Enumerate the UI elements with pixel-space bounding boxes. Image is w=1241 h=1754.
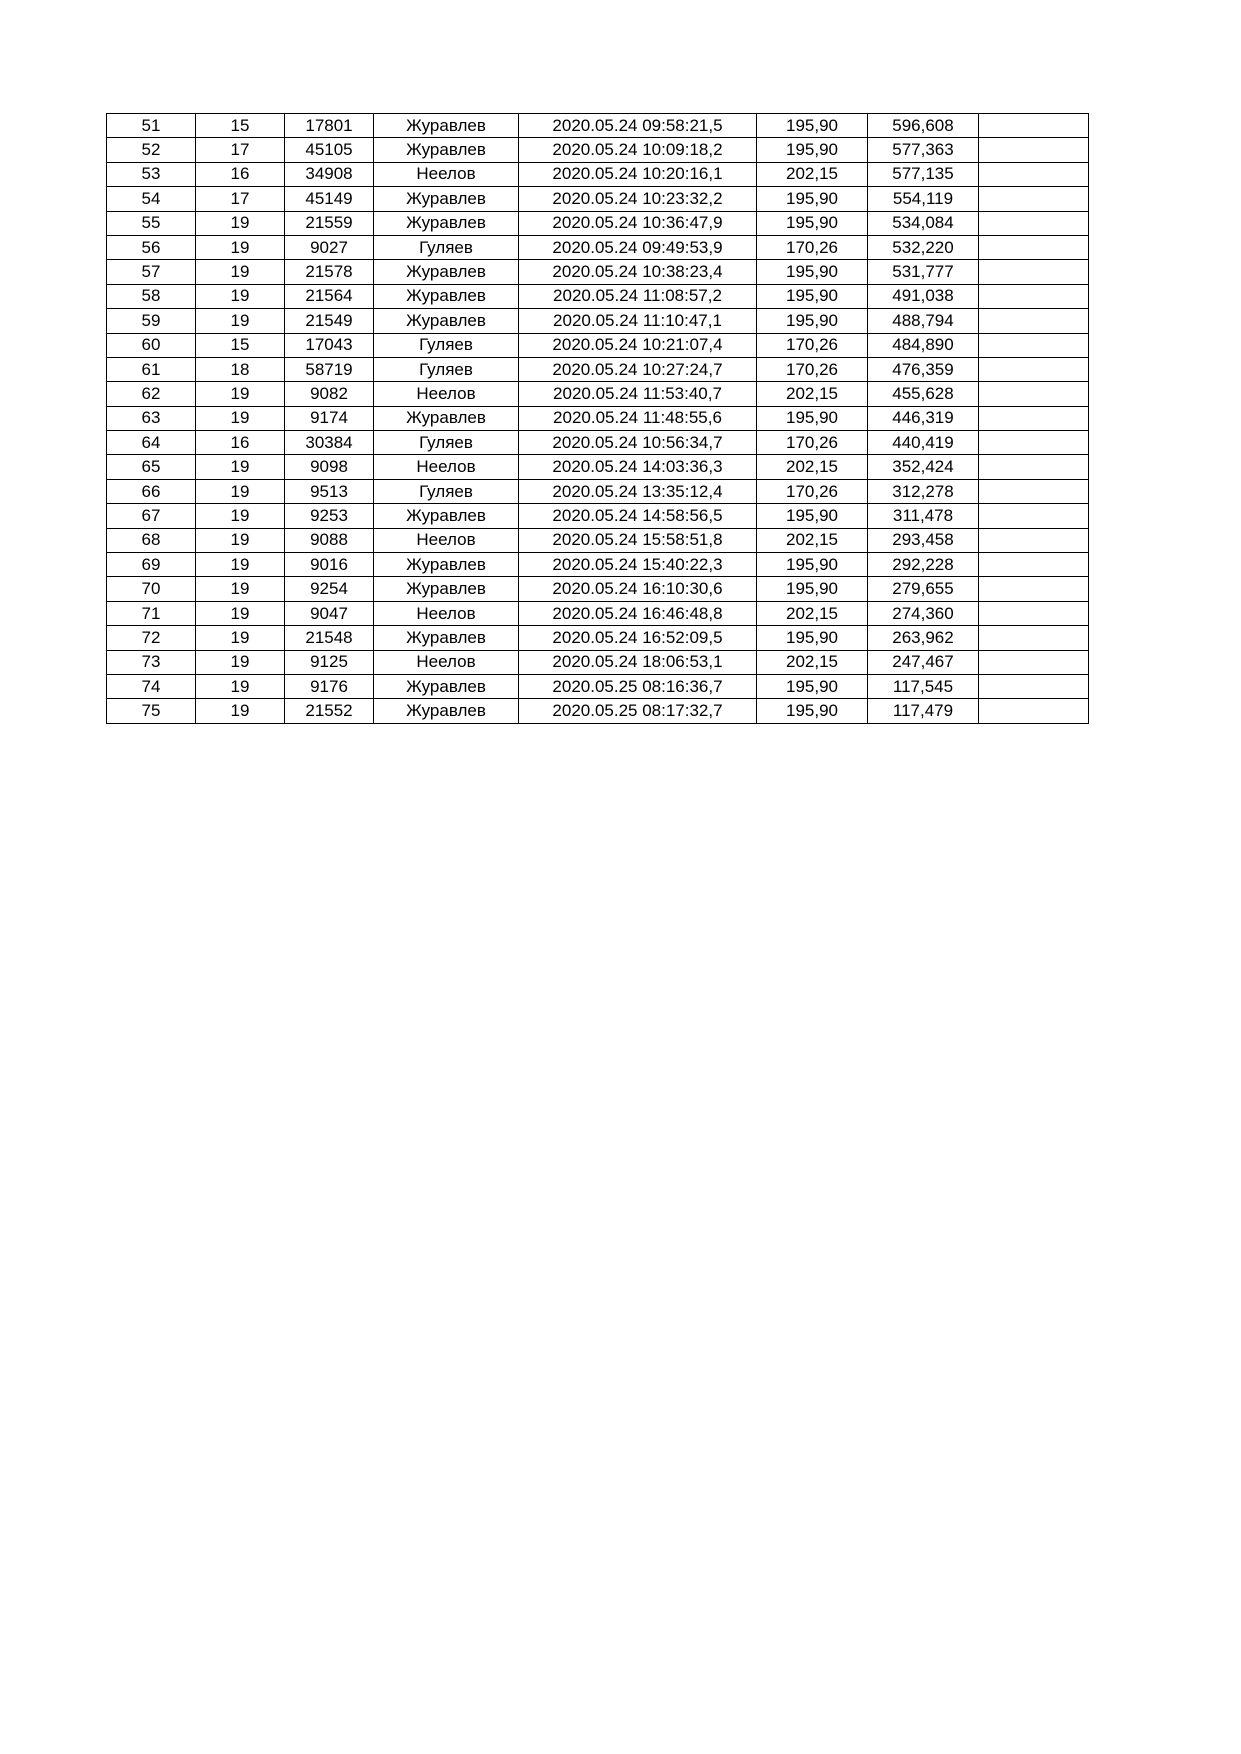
cell-position: 58	[107, 284, 196, 308]
table-row	[107, 553, 1089, 577]
cell-position: 63	[107, 406, 196, 430]
cell-arrival-time: 2020.05.25 08:16:36,7	[519, 674, 757, 698]
table-row	[107, 382, 1089, 406]
cell-group: 19	[196, 235, 285, 259]
cell-group: 19	[196, 455, 285, 479]
cell-speed: 446,319	[868, 406, 979, 430]
table-row	[107, 260, 1089, 284]
table-row	[107, 577, 1089, 601]
table-row	[107, 601, 1089, 625]
table-row	[107, 309, 1089, 333]
cell-arrival-time: 2020.05.24 11:08:57,2	[519, 284, 757, 308]
cell-speed: 491,038	[868, 284, 979, 308]
cell-arrival-time: 2020.05.24 11:48:55,6	[519, 406, 757, 430]
cell-position: 75	[107, 699, 196, 723]
cell-fancier-name: Журавлев	[374, 577, 519, 601]
cell-arrival-time: 2020.05.24 14:58:56,5	[519, 504, 757, 528]
cell-speed: 577,363	[868, 138, 979, 162]
cell-arrival-time: 2020.05.24 11:53:40,7	[519, 382, 757, 406]
cell-speed: 312,278	[868, 479, 979, 503]
cell-ring-number: 21549	[285, 309, 374, 333]
cell-distance: 202,15	[757, 601, 868, 625]
cell-group: 19	[196, 479, 285, 503]
table-row	[107, 114, 1089, 138]
cell-speed: 534,084	[868, 211, 979, 235]
cell-distance: 195,90	[757, 674, 868, 698]
cell-ring-number: 21559	[285, 211, 374, 235]
cell-position: 72	[107, 626, 196, 650]
cell-fancier-name: Журавлев	[374, 309, 519, 333]
cell-ring-number: 9253	[285, 504, 374, 528]
cell-speed: 263,962	[868, 626, 979, 650]
cell-arrival-time: 2020.05.24 15:58:51,8	[519, 528, 757, 552]
cell-fancier-name: Неелов	[374, 601, 519, 625]
cell-position: 52	[107, 138, 196, 162]
cell-note	[979, 650, 1089, 674]
cell-arrival-time: 2020.05.25 08:17:32,7	[519, 699, 757, 723]
table-row	[107, 674, 1089, 698]
table-row	[107, 406, 1089, 430]
cell-ring-number: 9513	[285, 479, 374, 503]
table-row	[107, 626, 1089, 650]
cell-speed: 117,545	[868, 674, 979, 698]
cell-note	[979, 187, 1089, 211]
cell-arrival-time: 2020.05.24 10:36:47,9	[519, 211, 757, 235]
cell-distance: 195,90	[757, 138, 868, 162]
cell-position: 61	[107, 357, 196, 381]
cell-note	[979, 455, 1089, 479]
cell-ring-number: 21564	[285, 284, 374, 308]
cell-group: 19	[196, 309, 285, 333]
cell-speed: 352,424	[868, 455, 979, 479]
cell-ring-number: 21552	[285, 699, 374, 723]
cell-distance: 202,15	[757, 528, 868, 552]
cell-position: 69	[107, 553, 196, 577]
cell-position: 68	[107, 528, 196, 552]
cell-note	[979, 601, 1089, 625]
cell-speed: 596,608	[868, 114, 979, 138]
cell-distance: 170,26	[757, 479, 868, 503]
cell-speed: 117,479	[868, 699, 979, 723]
cell-arrival-time: 2020.05.24 18:06:53,1	[519, 650, 757, 674]
cell-arrival-time: 2020.05.24 16:46:48,8	[519, 601, 757, 625]
cell-distance: 195,90	[757, 553, 868, 577]
cell-fancier-name: Журавлев	[374, 406, 519, 430]
cell-ring-number: 34908	[285, 162, 374, 186]
cell-note	[979, 577, 1089, 601]
cell-fancier-name: Журавлев	[374, 187, 519, 211]
cell-ring-number: 9047	[285, 601, 374, 625]
cell-arrival-time: 2020.05.24 09:49:53,9	[519, 235, 757, 259]
cell-position: 73	[107, 650, 196, 674]
cell-group: 19	[196, 260, 285, 284]
results-table	[106, 113, 1089, 724]
cell-speed: 293,458	[868, 528, 979, 552]
cell-note	[979, 162, 1089, 186]
cell-note	[979, 138, 1089, 162]
cell-group: 16	[196, 162, 285, 186]
cell-group: 15	[196, 114, 285, 138]
cell-position: 67	[107, 504, 196, 528]
cell-speed: 484,890	[868, 333, 979, 357]
cell-ring-number: 45149	[285, 187, 374, 211]
cell-fancier-name: Гуляев	[374, 479, 519, 503]
cell-arrival-time: 2020.05.24 16:52:09,5	[519, 626, 757, 650]
cell-group: 19	[196, 553, 285, 577]
cell-distance: 195,90	[757, 406, 868, 430]
table-row	[107, 504, 1089, 528]
cell-distance: 195,90	[757, 699, 868, 723]
cell-group: 19	[196, 382, 285, 406]
cell-note	[979, 553, 1089, 577]
cell-ring-number: 58719	[285, 357, 374, 381]
cell-fancier-name: Неелов	[374, 455, 519, 479]
cell-position: 59	[107, 309, 196, 333]
cell-note	[979, 431, 1089, 455]
cell-ring-number: 21578	[285, 260, 374, 284]
cell-group: 19	[196, 601, 285, 625]
cell-position: 54	[107, 187, 196, 211]
cell-distance: 170,26	[757, 357, 868, 381]
cell-group: 16	[196, 431, 285, 455]
cell-ring-number: 9098	[285, 455, 374, 479]
table-row	[107, 211, 1089, 235]
table-row	[107, 284, 1089, 308]
cell-distance: 195,90	[757, 577, 868, 601]
cell-fancier-name: Журавлев	[374, 699, 519, 723]
cell-distance: 170,26	[757, 431, 868, 455]
cell-ring-number: 9254	[285, 577, 374, 601]
cell-arrival-time: 2020.05.24 09:58:21,5	[519, 114, 757, 138]
cell-fancier-name: Гуляев	[374, 357, 519, 381]
cell-ring-number: 9088	[285, 528, 374, 552]
table-row	[107, 479, 1089, 503]
cell-note	[979, 674, 1089, 698]
cell-group: 17	[196, 138, 285, 162]
cell-note	[979, 333, 1089, 357]
cell-fancier-name: Журавлев	[374, 674, 519, 698]
cell-fancier-name: Журавлев	[374, 504, 519, 528]
cell-arrival-time: 2020.05.24 13:35:12,4	[519, 479, 757, 503]
table-row	[107, 187, 1089, 211]
cell-note	[979, 382, 1089, 406]
cell-ring-number: 9027	[285, 235, 374, 259]
cell-speed: 476,359	[868, 357, 979, 381]
cell-distance: 195,90	[757, 626, 868, 650]
cell-distance: 202,15	[757, 162, 868, 186]
cell-arrival-time: 2020.05.24 10:23:32,2	[519, 187, 757, 211]
cell-ring-number: 9016	[285, 553, 374, 577]
cell-position: 64	[107, 431, 196, 455]
cell-fancier-name: Неелов	[374, 162, 519, 186]
cell-note	[979, 309, 1089, 333]
cell-note	[979, 699, 1089, 723]
cell-arrival-time: 2020.05.24 10:38:23,4	[519, 260, 757, 284]
table-row	[107, 699, 1089, 723]
cell-note	[979, 211, 1089, 235]
cell-distance: 170,26	[757, 333, 868, 357]
cell-position: 70	[107, 577, 196, 601]
cell-fancier-name: Неелов	[374, 528, 519, 552]
cell-distance: 195,90	[757, 211, 868, 235]
cell-arrival-time: 2020.05.24 10:27:24,7	[519, 357, 757, 381]
cell-group: 19	[196, 699, 285, 723]
cell-group: 19	[196, 284, 285, 308]
cell-distance: 195,90	[757, 260, 868, 284]
cell-distance: 195,90	[757, 309, 868, 333]
cell-group: 19	[196, 406, 285, 430]
cell-group: 18	[196, 357, 285, 381]
cell-speed: 440,419	[868, 431, 979, 455]
cell-fancier-name: Журавлев	[374, 211, 519, 235]
cell-note	[979, 114, 1089, 138]
cell-arrival-time: 2020.05.24 16:10:30,6	[519, 577, 757, 601]
table-row	[107, 333, 1089, 357]
cell-note	[979, 284, 1089, 308]
cell-arrival-time: 2020.05.24 10:21:07,4	[519, 333, 757, 357]
cell-ring-number: 9176	[285, 674, 374, 698]
cell-group: 15	[196, 333, 285, 357]
cell-fancier-name: Гуляев	[374, 431, 519, 455]
cell-distance: 195,90	[757, 187, 868, 211]
cell-note	[979, 235, 1089, 259]
cell-fancier-name: Журавлев	[374, 626, 519, 650]
cell-fancier-name: Неелов	[374, 650, 519, 674]
cell-speed: 531,777	[868, 260, 979, 284]
cell-group: 19	[196, 674, 285, 698]
table-row	[107, 235, 1089, 259]
cell-arrival-time: 2020.05.24 14:03:36,3	[519, 455, 757, 479]
cell-speed: 577,135	[868, 162, 979, 186]
cell-distance: 195,90	[757, 504, 868, 528]
cell-note	[979, 479, 1089, 503]
cell-ring-number: 21548	[285, 626, 374, 650]
cell-arrival-time: 2020.05.24 10:09:18,2	[519, 138, 757, 162]
cell-group: 17	[196, 187, 285, 211]
table-row	[107, 455, 1089, 479]
cell-position: 62	[107, 382, 196, 406]
cell-fancier-name: Журавлев	[374, 138, 519, 162]
cell-fancier-name: Журавлев	[374, 260, 519, 284]
cell-ring-number: 9082	[285, 382, 374, 406]
cell-fancier-name: Журавлев	[374, 553, 519, 577]
cell-ring-number: 45105	[285, 138, 374, 162]
cell-fancier-name: Журавлев	[374, 114, 519, 138]
cell-position: 53	[107, 162, 196, 186]
cell-speed: 554,119	[868, 187, 979, 211]
cell-group: 19	[196, 626, 285, 650]
cell-ring-number: 17043	[285, 333, 374, 357]
cell-speed: 532,220	[868, 235, 979, 259]
cell-position: 51	[107, 114, 196, 138]
table-row	[107, 357, 1089, 381]
cell-fancier-name: Гуляев	[374, 333, 519, 357]
cell-distance: 202,15	[757, 382, 868, 406]
cell-position: 71	[107, 601, 196, 625]
cell-arrival-time: 2020.05.24 10:56:34,7	[519, 431, 757, 455]
cell-note	[979, 528, 1089, 552]
cell-ring-number: 9125	[285, 650, 374, 674]
cell-position: 57	[107, 260, 196, 284]
cell-speed: 279,655	[868, 577, 979, 601]
cell-position: 74	[107, 674, 196, 698]
cell-distance: 170,26	[757, 235, 868, 259]
cell-speed: 292,228	[868, 553, 979, 577]
table-row	[107, 650, 1089, 674]
cell-distance: 202,15	[757, 650, 868, 674]
cell-group: 19	[196, 528, 285, 552]
cell-speed: 247,467	[868, 650, 979, 674]
cell-distance: 195,90	[757, 114, 868, 138]
cell-group: 19	[196, 504, 285, 528]
cell-speed: 455,628	[868, 382, 979, 406]
cell-arrival-time: 2020.05.24 15:40:22,3	[519, 553, 757, 577]
cell-note	[979, 504, 1089, 528]
cell-ring-number: 30384	[285, 431, 374, 455]
cell-speed: 274,360	[868, 601, 979, 625]
cell-arrival-time: 2020.05.24 10:20:16,1	[519, 162, 757, 186]
cell-group: 19	[196, 577, 285, 601]
cell-arrival-time: 2020.05.24 11:10:47,1	[519, 309, 757, 333]
cell-fancier-name: Неелов	[374, 382, 519, 406]
cell-position: 55	[107, 211, 196, 235]
cell-group: 19	[196, 211, 285, 235]
cell-ring-number: 17801	[285, 114, 374, 138]
table-row	[107, 528, 1089, 552]
cell-note	[979, 406, 1089, 430]
cell-position: 60	[107, 333, 196, 357]
cell-speed: 311,478	[868, 504, 979, 528]
cell-position: 66	[107, 479, 196, 503]
cell-group: 19	[196, 650, 285, 674]
cell-note	[979, 260, 1089, 284]
table-row	[107, 162, 1089, 186]
table-row	[107, 138, 1089, 162]
cell-position: 56	[107, 235, 196, 259]
cell-distance: 195,90	[757, 284, 868, 308]
cell-fancier-name: Журавлев	[374, 284, 519, 308]
cell-position: 65	[107, 455, 196, 479]
cell-ring-number: 9174	[285, 406, 374, 430]
cell-speed: 488,794	[868, 309, 979, 333]
cell-note	[979, 357, 1089, 381]
cell-distance: 202,15	[757, 455, 868, 479]
cell-note	[979, 626, 1089, 650]
results-table-body	[107, 114, 1089, 724]
table-row	[107, 431, 1089, 455]
cell-fancier-name: Гуляев	[374, 235, 519, 259]
